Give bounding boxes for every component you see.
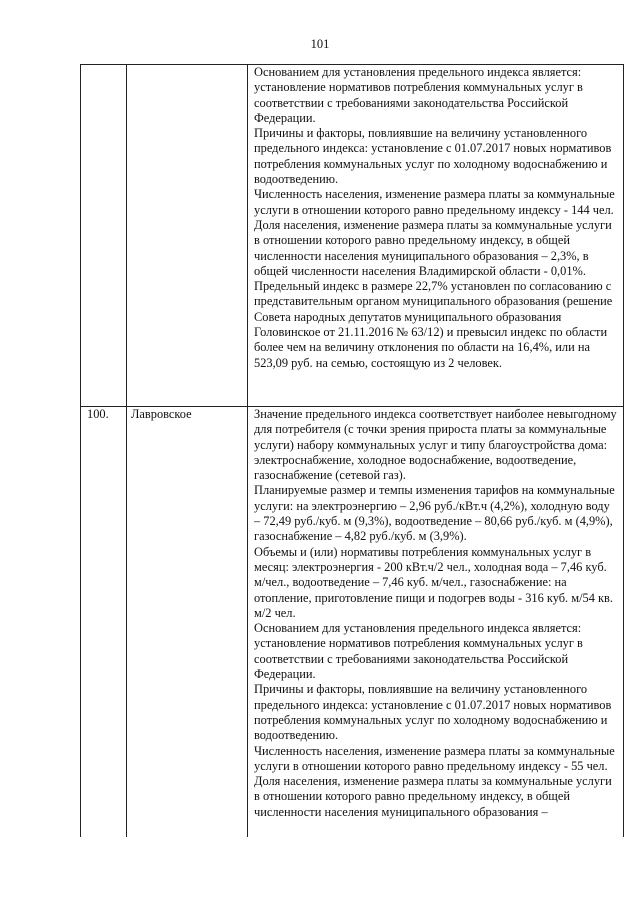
paragraph-population: Численность населения, изменение размера платы за коммунальные услуги в отношении которого равно предельному индексу - 55 чел. [254, 743, 615, 773]
paragraph-population-share: Доля населения, изменение размера платы за коммунальные услуги в отношении которого равно предельному индексу, в общей численности населения муниципального образования – 2,3%, в общей численности населения Владимирской области - 0,01%. [254, 217, 612, 278]
table-row [81, 407, 624, 838]
paragraph-population-share: Доля населения, изменение размера платы за коммунальные услуги в отношении которого равно предельному индексу, в общей численности населения муниципального образования – [254, 774, 612, 819]
paragraph-basis: Основанием для установления предельного индекса является: установление нормативов потребления коммунальных услуг в соответствии с требованиями законодательства Российской Федерации. [254, 65, 583, 125]
table-row [81, 65, 624, 407]
paragraph-consumption: Объемы и (или) нормативы потребления коммунальных услуг в месяц: электроэнергия - 200 кВт.ч/2 чел., холодная вода – 7,46 куб. м/чел., водоотведение – 7,46 куб. м/чел., газоснабжение: на отопление, приготовление пищи и подогрев воды - 316 куб. м/54 кв. м/2 чел. [254, 544, 613, 620]
paragraph-reasons: Причины и факторы, повлиявшие на величину установленного предельного индекса: установление с 01.07.2017 новых нормативов потребления коммунальных услуг по холодному водоснабжению и водоотведению. [254, 126, 612, 187]
paragraph-basis: Основанием для установления предельного индекса является: установление нормативов потребления коммунальных услуг в соответствии с требованиями законодательства Российской Федерации. [254, 621, 583, 682]
paragraph-reasons: Причины и факторы, повлиявшие на величину установленного предельного индекса: установление с 01.07.2017 новых нормативов потребления коммунальных услуг по холодному водоснабжению и водоотведению. [254, 682, 612, 743]
page-number: 101 [310, 37, 330, 51]
row-number-cell [81, 65, 127, 407]
municipality-name-cell [127, 65, 248, 407]
paragraph-population: Численность населения, изменение размера платы за коммунальные услуги в отношении которого равно предельному индексу - 144 чел. [254, 187, 615, 217]
municipality-index-table [80, 64, 624, 837]
paragraph-index-approval: Предельный индекс в размере 22,7% установлен по согласованию с представительным органом муниципального образования (решение Совета народных депутатов муниципального образования Головинское от 21.11.2016 № 63/12) и превысил индекс по области более чем на величину отклонения по области на 16,4%, или на 523,09 руб. на семью, состоящую из 2 человек. [254, 279, 613, 370]
row-number-cell: 100. [81, 407, 127, 838]
description-cell [248, 407, 624, 838]
description-cell [248, 65, 624, 407]
paragraph-index-value: Значение предельного индекса соответствует наиболее невыгодному для потребителя (с точки зрения прироста платы за коммунальные услуги) набору коммунальных услуг и типу благоустройства дома: электроснабжение, холодное водоснабжение, водоотведение, газоснабжение (сетевой газ). [254, 407, 617, 483]
paragraph-tariffs: Планируемые размер и темпы изменения тарифов на коммунальные услуги: на электроэнергию – 2,96 руб./кВт.ч (4,2%), холодную воду – 72,49 руб./куб. м (9,3%), водоотведение – 80,66 руб./куб. м (4,9%), газоснабжение – 4,82 руб./куб. м (3,9%). [254, 483, 615, 544]
municipality-name-cell: Лавровское [127, 407, 248, 838]
